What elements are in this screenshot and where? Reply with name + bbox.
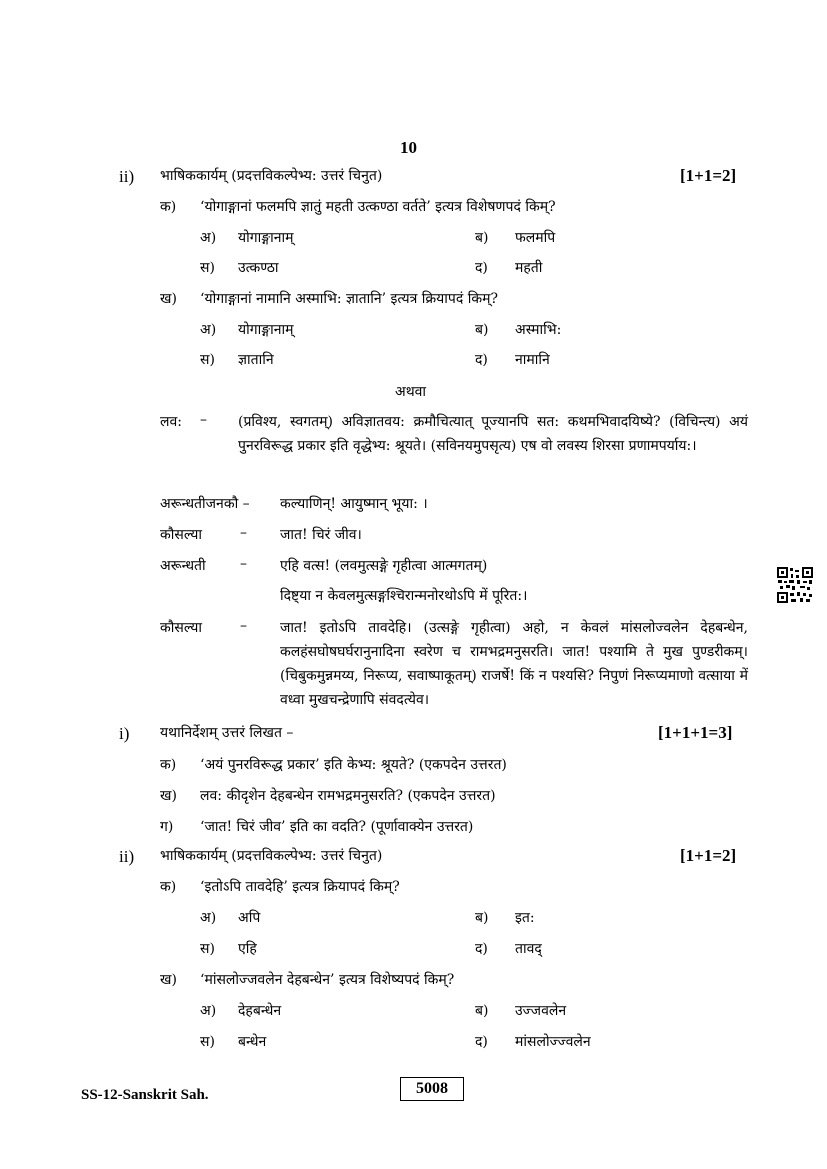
- option-label: स): [200, 260, 215, 276]
- page-code-box: 5008: [400, 1077, 464, 1101]
- speaker-dash: –: [240, 556, 247, 572]
- kausalya-long-speech: जात! इतोऽपि तावदेहि। (उत्सङ्गे गृहीत्वा) अहो, न केवलं मांसलोज्वलेन देहबन्धेन, कलहंसघोषघर्घरानुनादिना स्वरेण च रामभद्रमनुसरति। जात! पश्यामि ते मुख पुण्डरीकम्। (चिबुकमुन्नमय्य, निरूप्य, सवाष्पाकूतम्) राजर्षे! किं न पश्यसि? निपुणं निरूप्यमाणो वत्साया में वध्वा मुखचन्द्रेणापि संवदत्येव।: [280, 620, 748, 708]
- option-text: उज्जवलेन: [515, 1003, 567, 1019]
- option-label: ब): [475, 1003, 489, 1019]
- section3-title: भाषिककार्यम् (प्रदत्तविकल्पेभ्य: उत्तरं चिनुत): [160, 848, 383, 864]
- arundhati-speech-line2: दिष्ट्या न केवलमुत्सङ्गश्चिरान्मनोरथोऽपि में पूरित:।: [280, 588, 528, 604]
- option-text: एहि: [238, 941, 257, 957]
- option-label: अ): [200, 1003, 217, 1019]
- question-text: ‘मांसलोज्जवलेन देहबन्धेन’ इत्यत्र विशेष्यपदं किम्?: [200, 972, 455, 988]
- page-number: 10: [400, 138, 417, 157]
- option-label: द): [475, 352, 488, 368]
- question-text: ‘जात! चिरं जीव’ इति का वदति? (पूर्णावाक्येन उत्तरत): [200, 819, 474, 835]
- section3-number: ii): [119, 847, 135, 866]
- lava-speech: (प्रविश्य, स्वगतम्) अविज्ञातवय: क्रमौचित्यात् पूज्यानपि सत: कथमभिवादयिष्ये? (विचिन्त्य) अयं पुनरविरूद्ध प्रकार इति वृद्धेभ्य: श्रूयते। (सविनयमुपसृत्य) एष वो लवस्य शिरसा प्रणामपर्याय:।: [238, 414, 748, 454]
- question-text: लव: कीदृशेन देहबन्धेन रामभद्रमनुसरति? (एकपदेन उत्तरत): [200, 788, 496, 804]
- option-text: योगाङ्गानाम्: [238, 322, 294, 338]
- section1-marks: [1+1=2]: [680, 166, 737, 185]
- speaker-arundhati: अरून्धती: [160, 558, 206, 574]
- option-text: अस्माभि:: [515, 322, 562, 338]
- speaker-dash: –: [240, 525, 247, 541]
- arundhati-speech-line1: एहि वत्स! (लवमुत्सङ्गे गृहीत्वा आत्मगतम्): [280, 558, 488, 574]
- section2-number: i): [119, 724, 130, 743]
- option-text: नामानि: [515, 352, 550, 368]
- question-label: ख): [160, 291, 177, 307]
- question-label: क): [160, 757, 177, 773]
- option-text: बन्धेन: [238, 1034, 267, 1050]
- option-text: महती: [515, 260, 543, 276]
- section2-marks: [1+1+1=3]: [658, 723, 733, 742]
- option-label: स): [200, 941, 215, 957]
- option-label: अ): [200, 910, 217, 926]
- kausalya-speech: जात! चिरं जीव।: [280, 527, 362, 543]
- question-text: ‘योगाङ्गानां फलमपि ज्ञातुं महती उत्कण्ठा वर्तते’ इत्यत्र विशेषणपदं किम्?: [200, 199, 556, 215]
- question-label: ख): [160, 972, 177, 988]
- section2-title: यथानिर्देशम् उत्तरं लिखत –: [160, 725, 294, 741]
- option-text: फलमपि: [515, 230, 556, 246]
- option-text: उत्कण्ठा: [238, 260, 279, 276]
- option-text: इत:: [515, 910, 535, 926]
- question-text: ‘योगाङ्गानां नामानि अस्माभि: ज्ञातानि’ इत्यत्र क्रियापदं किम्?: [200, 291, 499, 307]
- section1-title: भाषिककार्यम् (प्रदत्तविकल्पेभ्य: उत्तरं चिनुत): [160, 168, 383, 184]
- question-label: क): [160, 199, 177, 215]
- option-text: तावद्: [515, 941, 542, 957]
- option-label: स): [200, 1034, 215, 1050]
- footer-code: SS-12-Sanskrit Sah.: [81, 1087, 209, 1103]
- option-text: योगाङ्गानाम्: [238, 230, 294, 246]
- option-label: ब): [475, 322, 489, 338]
- option-label: अ): [200, 230, 217, 246]
- speaker-dash: –: [240, 618, 247, 634]
- option-label: द): [475, 941, 488, 957]
- question-label: ख): [160, 788, 177, 804]
- speaker-lava: लव:: [160, 414, 182, 430]
- option-text: देहबन्धेन: [238, 1003, 282, 1019]
- option-text: मांसलोज्ज्वलेन: [515, 1034, 591, 1050]
- option-label: ब): [475, 230, 489, 246]
- question-label: ग): [160, 819, 174, 835]
- option-label: द): [475, 1034, 488, 1050]
- speaker-arundhati-janakau: अरून्धतीजनकौ –: [160, 496, 250, 512]
- section1-number: ii): [119, 167, 135, 186]
- question-text: ‘इतोऽपि तावदेहि’ इत्यत्र क्रियापदं किम्?: [200, 879, 400, 895]
- option-label: अ): [200, 322, 217, 338]
- option-label: ब): [475, 910, 489, 926]
- option-text: ज्ञातानि: [238, 352, 274, 368]
- qr-code-icon: [776, 566, 814, 604]
- athava-divider: अथवा: [395, 384, 427, 400]
- speaker-dash: –: [200, 412, 207, 428]
- question-text: ‘अयं पुनरविरूद्ध प्रकार’ इति केभ्य: श्रूयते? (एकपदेन उत्तरत): [200, 757, 507, 773]
- section3-marks: [1+1=2]: [680, 846, 737, 865]
- speaker-kausalya: कौसल्या: [160, 527, 202, 543]
- question-label: क): [160, 879, 177, 895]
- speaker-kausalya: कौसल्या: [160, 620, 202, 636]
- option-text: अपि: [238, 910, 261, 926]
- option-label: स): [200, 352, 215, 368]
- option-label: द): [475, 260, 488, 276]
- arundhati-janakau-speech: कल्याणिन्! आयुष्मान् भूया: ।: [280, 496, 428, 512]
